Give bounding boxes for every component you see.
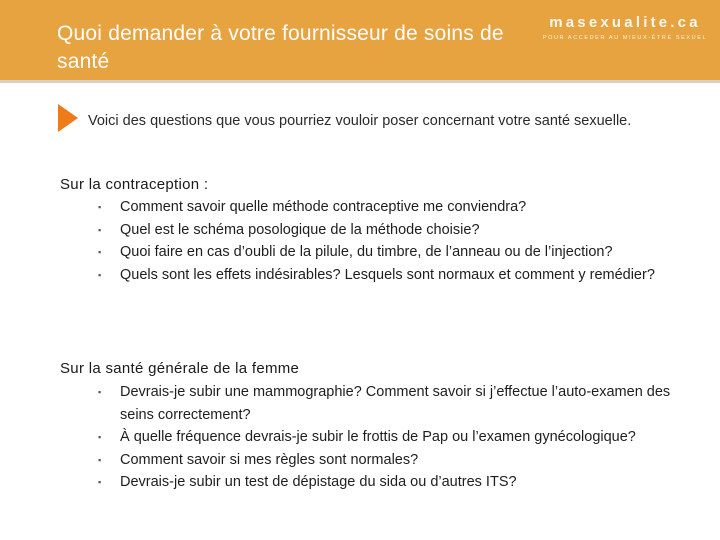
square-bullet-icon <box>98 471 101 494</box>
list-item: ▪ Comment savoir quelle méthode contraceptive me conviendra? <box>96 196 676 219</box>
triangle-arrow-icon <box>58 104 78 132</box>
section-heading-contraception: Sur la contraception : <box>60 176 209 193</box>
womens-health-question-list <box>96 381 676 494</box>
brand-name: masexualite.ca <box>549 14 701 31</box>
square-bullet-icon <box>98 196 101 219</box>
square-bullet-icon <box>98 426 101 449</box>
list-item: ▪ Devrais-je subir une mammographie? Comment savoir si j’effectue l’auto-examen des seins correctement? <box>96 381 676 426</box>
brand-tagline: POUR ACCEDER AU MIEUX-ÊTRE SEXUEL <box>542 35 708 41</box>
brand-logo <box>540 14 710 41</box>
square-bullet-icon <box>98 264 101 287</box>
intro-text: Voici des questions que vous pourriez vouloir poser concernant votre santé sexuelle. <box>88 113 632 129</box>
square-bullet-icon <box>98 241 101 264</box>
list-item: ▪ Devrais-je subir un test de dépistage du sida ou d’autres ITS? <box>96 471 676 494</box>
list-item: ▪ À quelle fréquence devrais-je subir le frottis de Pap ou l’examen gynécologique? <box>96 426 676 449</box>
contraception-question-list <box>96 196 676 286</box>
header-divider <box>0 80 720 83</box>
square-bullet-icon <box>98 381 101 404</box>
list-item: ▪ Quoi faire en cas d’oubli de la pilule, du timbre, de l’anneau ou de l’injection? <box>96 241 676 264</box>
list-item: ▪ Comment savoir si mes règles sont normales? <box>96 449 676 472</box>
page-title: Quoi demander à votre fournisseur de soins de santé <box>57 22 504 73</box>
section-heading-womens-health: Sur la santé générale de la femme <box>60 360 300 377</box>
list-item: ▪ Quel est le schéma posologique de la méthode choisie? <box>96 219 676 242</box>
square-bullet-icon <box>98 449 101 472</box>
header-bar <box>0 0 720 80</box>
square-bullet-icon <box>98 219 101 242</box>
list-item: ▪ Quels sont les effets indésirables? Lesquels sont normaux et comment y remédier? <box>96 264 676 287</box>
